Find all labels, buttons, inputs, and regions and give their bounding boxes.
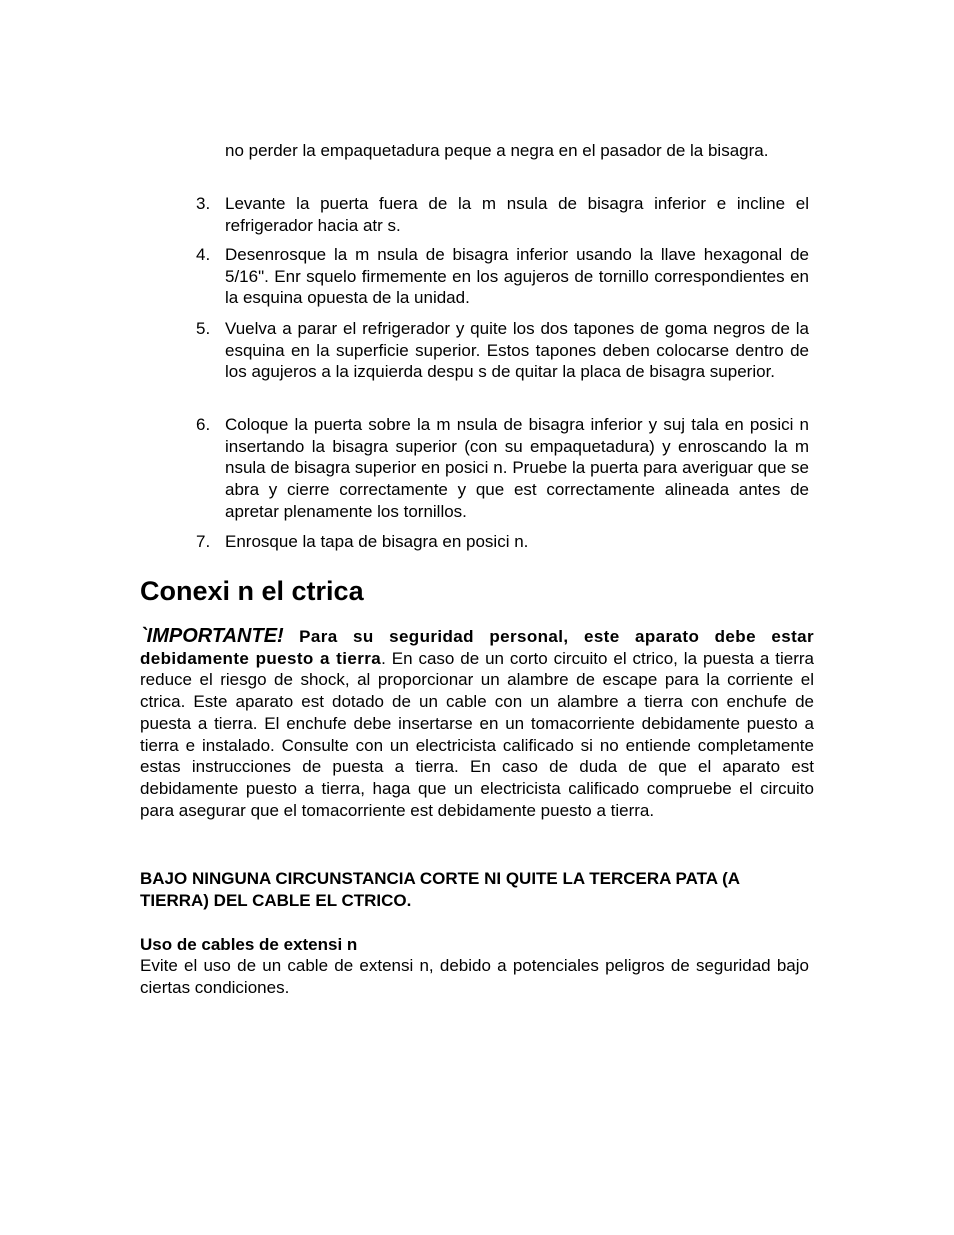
warning-text: BAJO NINGUNA CIRCUNSTANCIA CORTE NI QUITE LA TERCERA PATA (A TIERRA) DEL CABLE EL CTRICO.: [140, 869, 740, 910]
step-number: 3.: [196, 194, 211, 213]
step-4: [196, 244, 809, 309]
step-6: [196, 414, 809, 523]
important-paragraph: [140, 626, 814, 821]
extension-text: Evite el uso de un cable de extensi n, debido a potenciales peligros de seguridad bajo ciertas condiciones.: [140, 956, 809, 997]
important-body-text: . En caso de un corto circuito el ctrico, la puesta a tierra reduce el riesgo de shock, al proporcionar un alambre de escape para la corriente el ctrica. Este aparato est dotado de un cable con un alambre a tierra con enchufe de puesta a tierra. El enchufe debe insertarse en un tomacorriente debidamente puesto a tierra e instalado. Consulte con un electricista calificado si no entiende completamente estas instrucciones de puesta a tierra. En caso de duda de que el aparato est debidamente puesto a tierra, haga que un electricista calificado compruebe el circuito para asegurar que el tomacorriente est debidamente puesto a tierra.: [140, 648, 815, 820]
step-text: Coloque la puerta sobre la m nsula de bisagra inferior y suj tala en posici n insertando la bisagra superior (con su empaquetadura) y enroscando la m nsula de bisagra superior en posici n. Pruebe la puerta para averiguar que se abra y cierre correctamente y que est correctamente alineada antes de apretar plenamente los tornillos.: [225, 415, 809, 521]
step-2-continuation: no perder la empaquetadura peque a negra en el pasador de la bisagra.: [225, 141, 769, 160]
step-number: 5.: [196, 319, 211, 338]
step-number: 6.: [196, 415, 211, 434]
step-number: 4.: [196, 245, 211, 264]
step-text: Enrosque la tapa de bisagra en posici n.: [225, 532, 529, 551]
step-text: Levante la puerta fuera de la m nsula de bisagra inferior e incline el refrigerador hacia atr s.: [225, 194, 809, 235]
section-title: Conexi n el ctrica: [140, 576, 364, 606]
important-bold-text: Para su seguridad personal, este aparato debe estar debidamente puesto a tierra: [140, 627, 814, 668]
step-number: 7.: [196, 532, 211, 551]
important-lead: `IMPORTANTE!: [140, 625, 284, 647]
step-5: [196, 318, 809, 383]
extension-heading: Uso de cables de extensi n: [140, 935, 358, 954]
step-7: [196, 531, 809, 553]
step-3: [196, 193, 809, 236]
step-text: Desenrosque la m nsula de bisagra inferior usando la llave hexagonal de 5/16". Enr squelo firmemente en los agujeros de tornillo correspondientes en la esquina opuesta de la unidad.: [225, 245, 809, 308]
step-text: Vuelva a parar el refrigerador y quite los dos tapones de goma negros de la esquina en la superficie superior. Estos tapones deben colocarse dentro de los agujeros a la izquierda despu s de quitar la placa de bisagra superior.: [225, 319, 809, 382]
